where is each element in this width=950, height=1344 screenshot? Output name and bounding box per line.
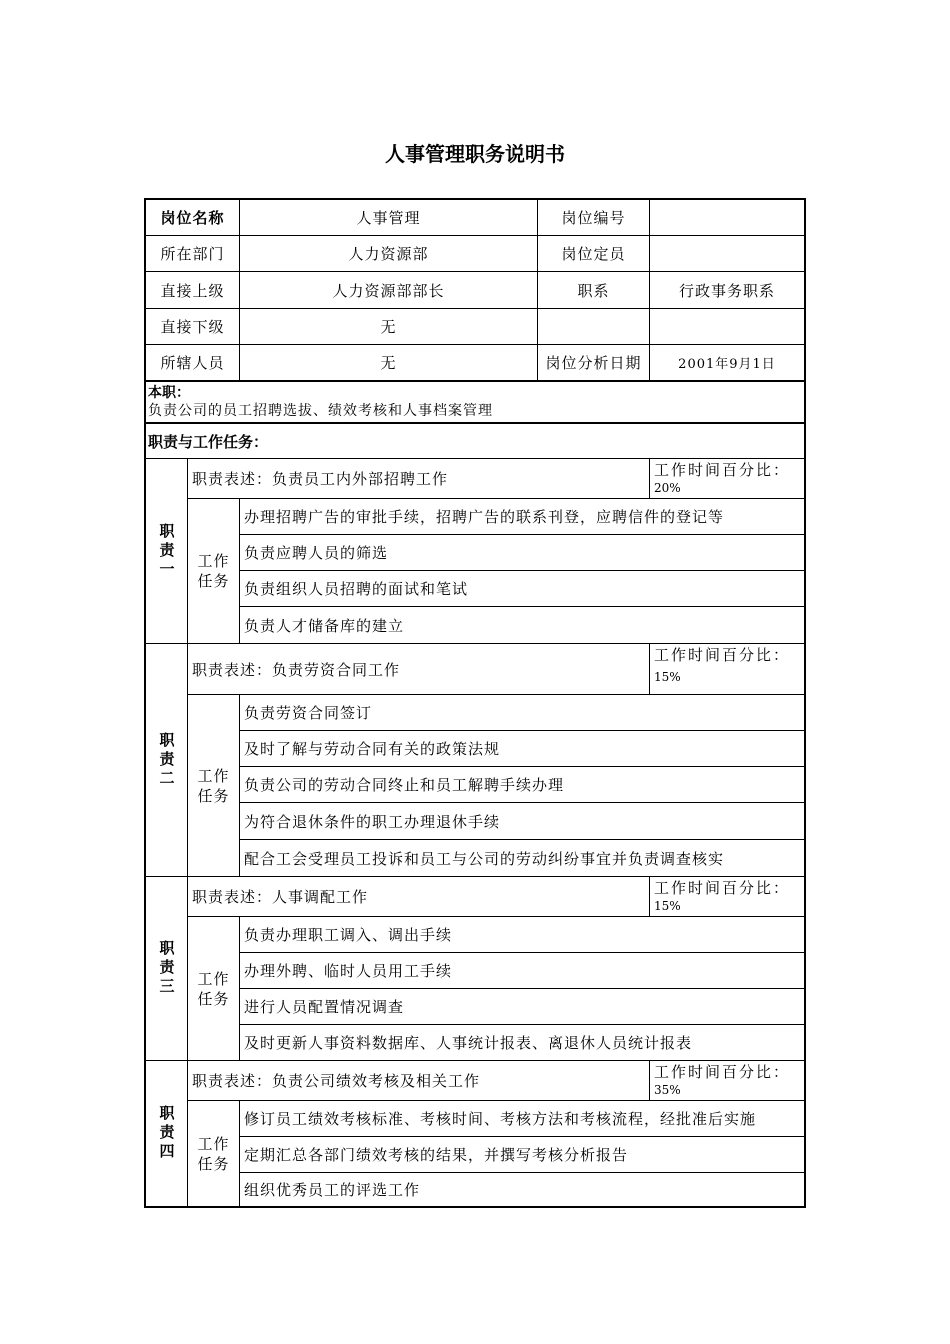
staff-value: 无: [240, 345, 538, 382]
task-row: 负责劳资合同签订: [240, 695, 804, 731]
task-row: 负责公司的劳动合同终止和员工解聘手续办理: [240, 767, 804, 803]
analysis-date-label: 岗位分析日期: [538, 345, 650, 382]
duty-3-percentage: [650, 877, 804, 917]
task-row: 负责组织人员招聘的面试和笔试: [240, 571, 804, 607]
task-row: 办理外聘、临时人员用工手续: [240, 953, 804, 989]
pct-value: 35%: [654, 1083, 681, 1097]
job-series-value: 行政事务职系: [650, 272, 804, 309]
job-description-table: [144, 198, 806, 1208]
pct-value: 20%: [654, 481, 681, 495]
job-series-label: 职系: [538, 272, 650, 309]
pct-value: 15%: [654, 899, 681, 913]
subordinate-value: 无: [240, 309, 538, 345]
department-value: 人力资源部: [240, 236, 538, 272]
job-summary: [146, 382, 804, 424]
empty-cell: [650, 309, 804, 345]
position-name-value: 人事管理: [240, 200, 538, 236]
task-label: 工作任务: [197, 1134, 230, 1173]
duty-1-label: 职责一: [157, 522, 176, 580]
superior-value: 人力资源部部长: [240, 272, 538, 309]
task-row: 定期汇总各部门绩效考核的结果，并撰写考核分析报告: [240, 1137, 804, 1173]
duty-3-side-label: [146, 877, 188, 1061]
department-label: 所在部门: [146, 236, 240, 272]
duty-2-percentage: [650, 644, 804, 695]
duties-header: 职责与工作任务：: [146, 424, 804, 459]
empty-cell: [538, 309, 650, 345]
pct-label: 工作时间百分比：: [654, 461, 791, 479]
duty-1-task-label: [188, 499, 240, 644]
headcount-label: 岗位定员: [538, 236, 650, 272]
position-code-label: 岗位编号: [538, 200, 650, 236]
task-row: 负责应聘人员的筛选: [240, 535, 804, 571]
duty-4-description: 职责表述：负责公司绩效考核及相关工作: [188, 1061, 650, 1101]
subordinate-label: 直接下级: [146, 309, 240, 345]
task-row: 及时更新人事资料数据库、人事统计报表、离退休人员统计报表: [240, 1025, 804, 1061]
task-row: 办理招聘广告的审批手续，招聘广告的联系刊登，应聘信件的登记等: [240, 499, 804, 535]
duty-4-percentage: [650, 1061, 804, 1101]
task-label: 工作任务: [197, 969, 230, 1008]
task-row: 负责人才储备库的建立: [240, 607, 804, 644]
position-name-label: 岗位名称: [146, 200, 240, 236]
task-row: 修订员工绩效考核标准、考核时间、考核方法和考核流程，经批准后实施: [240, 1101, 804, 1137]
duty-1-side-label: [146, 459, 188, 644]
document-title: 人事管理职务说明书: [385, 142, 565, 166]
duty-2-label: 职责二: [157, 731, 176, 789]
pct-label: 工作时间百分比：: [654, 879, 791, 897]
duty-4-task-label: [188, 1101, 240, 1206]
task-row: 进行人员配置情况调查: [240, 989, 804, 1025]
task-row: 为符合退休条件的职工办理退休手续: [240, 803, 804, 840]
task-row: 配合工会受理员工投诉和员工与公司的劳动纠纷事宜并负责调查核实: [240, 840, 804, 877]
pct-value: 15%: [654, 670, 681, 684]
pct-label: 工作时间百分比：: [654, 646, 791, 664]
task-label: 工作任务: [197, 766, 230, 805]
summary-label: 本职：: [148, 385, 190, 401]
task-row: 及时了解与劳动合同有关的政策法规: [240, 731, 804, 767]
duty-2-task-label: [188, 695, 240, 877]
duty-2-side-label: [146, 644, 188, 877]
staff-label: 所辖人员: [146, 345, 240, 382]
duty-3-label: 职责三: [157, 940, 176, 997]
pct-label: 工作时间百分比：: [654, 1063, 791, 1081]
headcount-value: [650, 236, 804, 272]
superior-label: 直接上级: [146, 272, 240, 309]
duty-1-percentage: [650, 459, 804, 499]
duty-4-side-label: [146, 1061, 188, 1206]
analysis-date-value: 2001年9月1日: [650, 345, 804, 382]
duty-4-label: 职责四: [157, 1105, 176, 1162]
task-row: 负责办理职工调入、调出手续: [240, 917, 804, 953]
task-label: 工作任务: [197, 552, 230, 590]
task-row: 组织优秀员工的评选工作: [244, 1181, 421, 1199]
duty-3-description: 职责表述：人事调配工作: [188, 877, 650, 917]
duty-2-description: 职责表述：负责劳资合同工作: [188, 644, 650, 695]
position-code-value: [650, 200, 804, 236]
duty-3-task-label: [188, 917, 240, 1061]
duty-1-description: 职责表述：负责员工内外部招聘工作: [188, 459, 650, 499]
summary-text: 负责公司的员工招聘选拔、绩效考核和人事档案管理: [148, 403, 493, 419]
